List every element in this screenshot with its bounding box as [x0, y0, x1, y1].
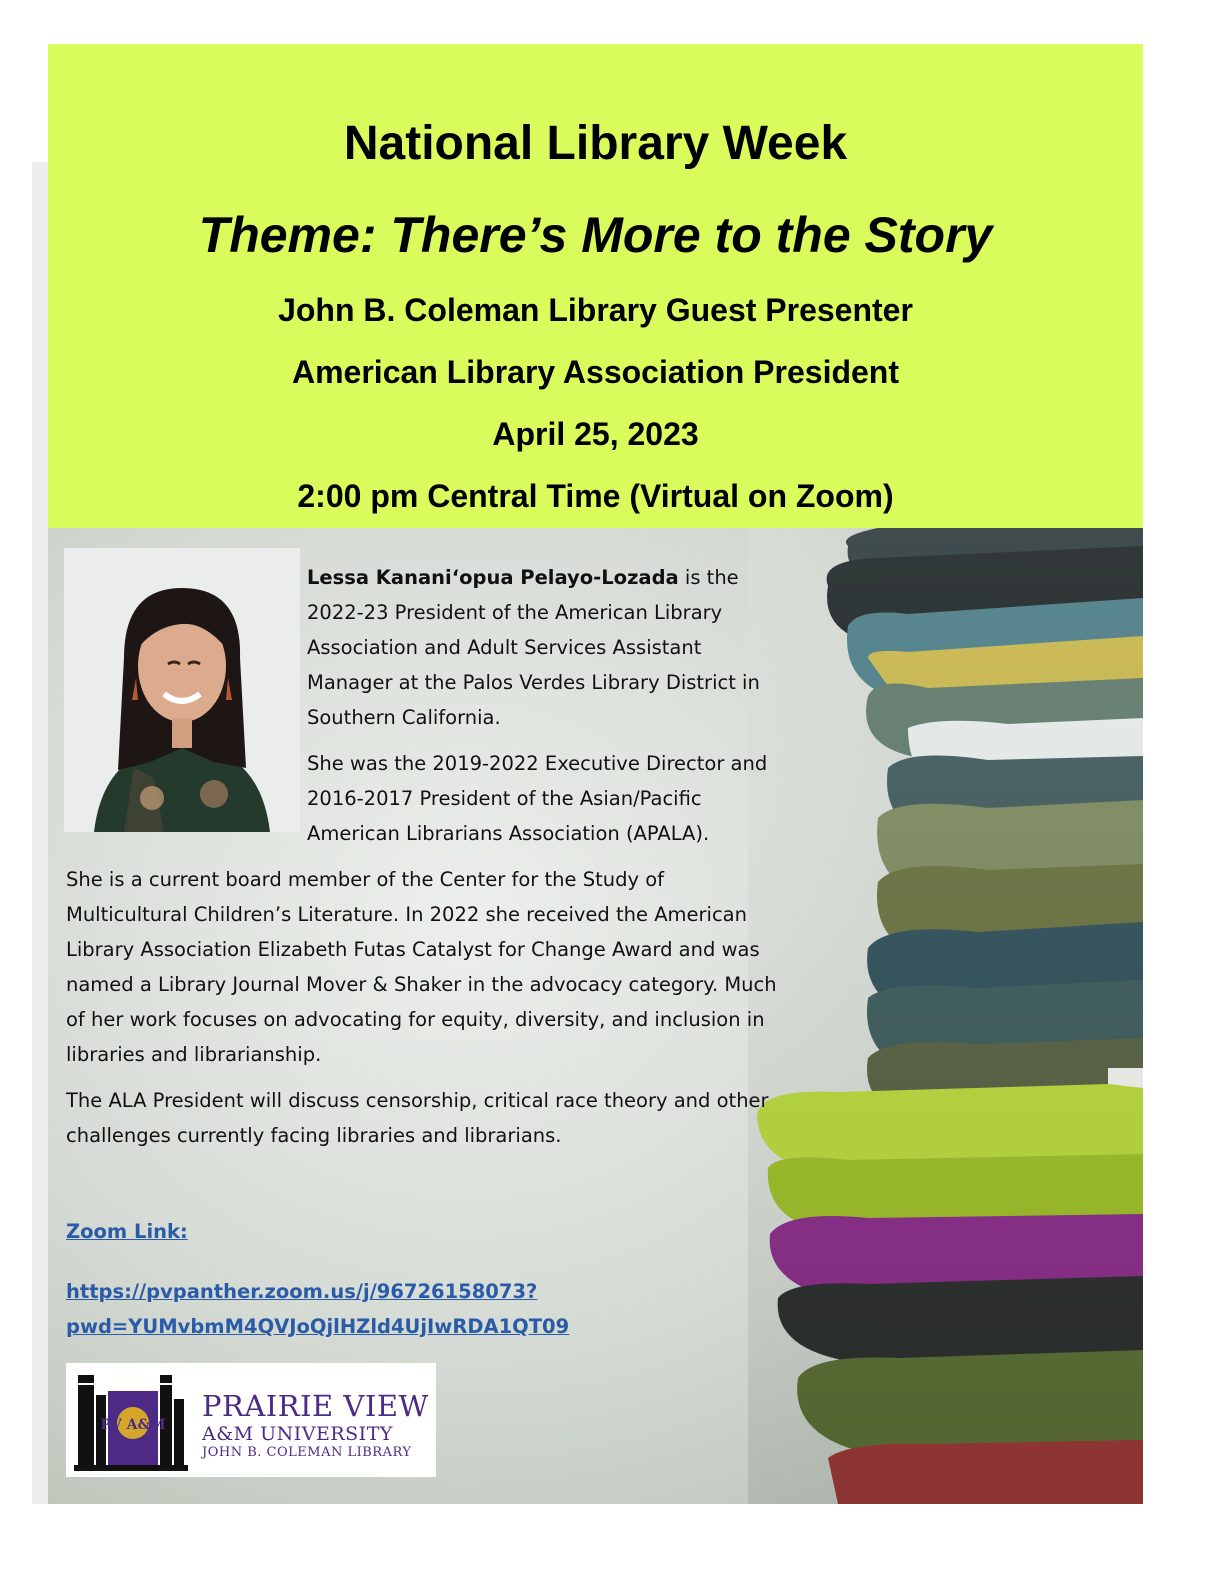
zoom-link-label[interactable]: Zoom Link: [66, 1220, 188, 1243]
zoom-url-line-1[interactable]: https://pvpanther.zoom.us/j/96726158073? [66, 1280, 538, 1303]
university-logo [66, 1363, 436, 1477]
bio-paragraph-1 [307, 560, 777, 735]
bio-paragraph-1-text: is the 2022-23 President of the American Library Association and Adult Services Assistant Manager at the Palos Verdes Library District in Southern California. [307, 566, 760, 729]
zoom-link-url[interactable] [66, 1274, 786, 1344]
event-date: April 25, 2023 [492, 416, 699, 452]
presenter-line: John B. Coleman Library Guest Presenter [278, 292, 913, 328]
bio-paragraph-4: The ALA President will discuss censorship, critical race theory and other challenges currently facing libraries and librarians. [66, 1089, 769, 1147]
event-title: National Library Week [343, 117, 848, 170]
bio-paragraph-3: She is a current board member of the Center for the Study of Multicultural Children’s Literature. In 2022 she received the American Library Association Elizabeth Futas Catalyst for Change Award and was named a Library Journal Mover & Shaker in the advocacy category. Much of her work focuses on advocating for equity, diversity, and inclusion in libraries and librarianship. [66, 868, 777, 1066]
emblem-letters: PV A&M [100, 1417, 166, 1433]
flyer [48, 44, 1143, 1504]
library-emblem-icon [66, 1363, 196, 1477]
logo-line-3: JOHN B. COLEMAN LIBRARY [202, 1445, 412, 1460]
presenter-photo [64, 548, 300, 832]
logo-line-2: A&M UNIVERSITY [202, 1423, 393, 1445]
zoom-url-line-2[interactable]: pwd=YUMvbmM4QVJoQjlHZld4UjIwRDA1QT09 [66, 1315, 570, 1338]
event-theme: Theme: There’s More to the Story [198, 207, 993, 263]
header-banner [48, 44, 1143, 528]
event-time: 2:00 pm Central Time (Virtual on Zoom) [297, 478, 894, 514]
logo-line-1: PRAIRIE VIEW [202, 1389, 429, 1423]
presenter-name: Lessa Kanani‘opua Pelayo-Lozada [307, 566, 679, 589]
bio-paragraph-2: She was the 2019-2022 Executive Director and 2016-2017 President of the Asian/Pacific American Librarians Association (APALA). [307, 752, 768, 845]
presenter-role: American Library Association President [291, 354, 899, 390]
content-area [48, 528, 1143, 1504]
